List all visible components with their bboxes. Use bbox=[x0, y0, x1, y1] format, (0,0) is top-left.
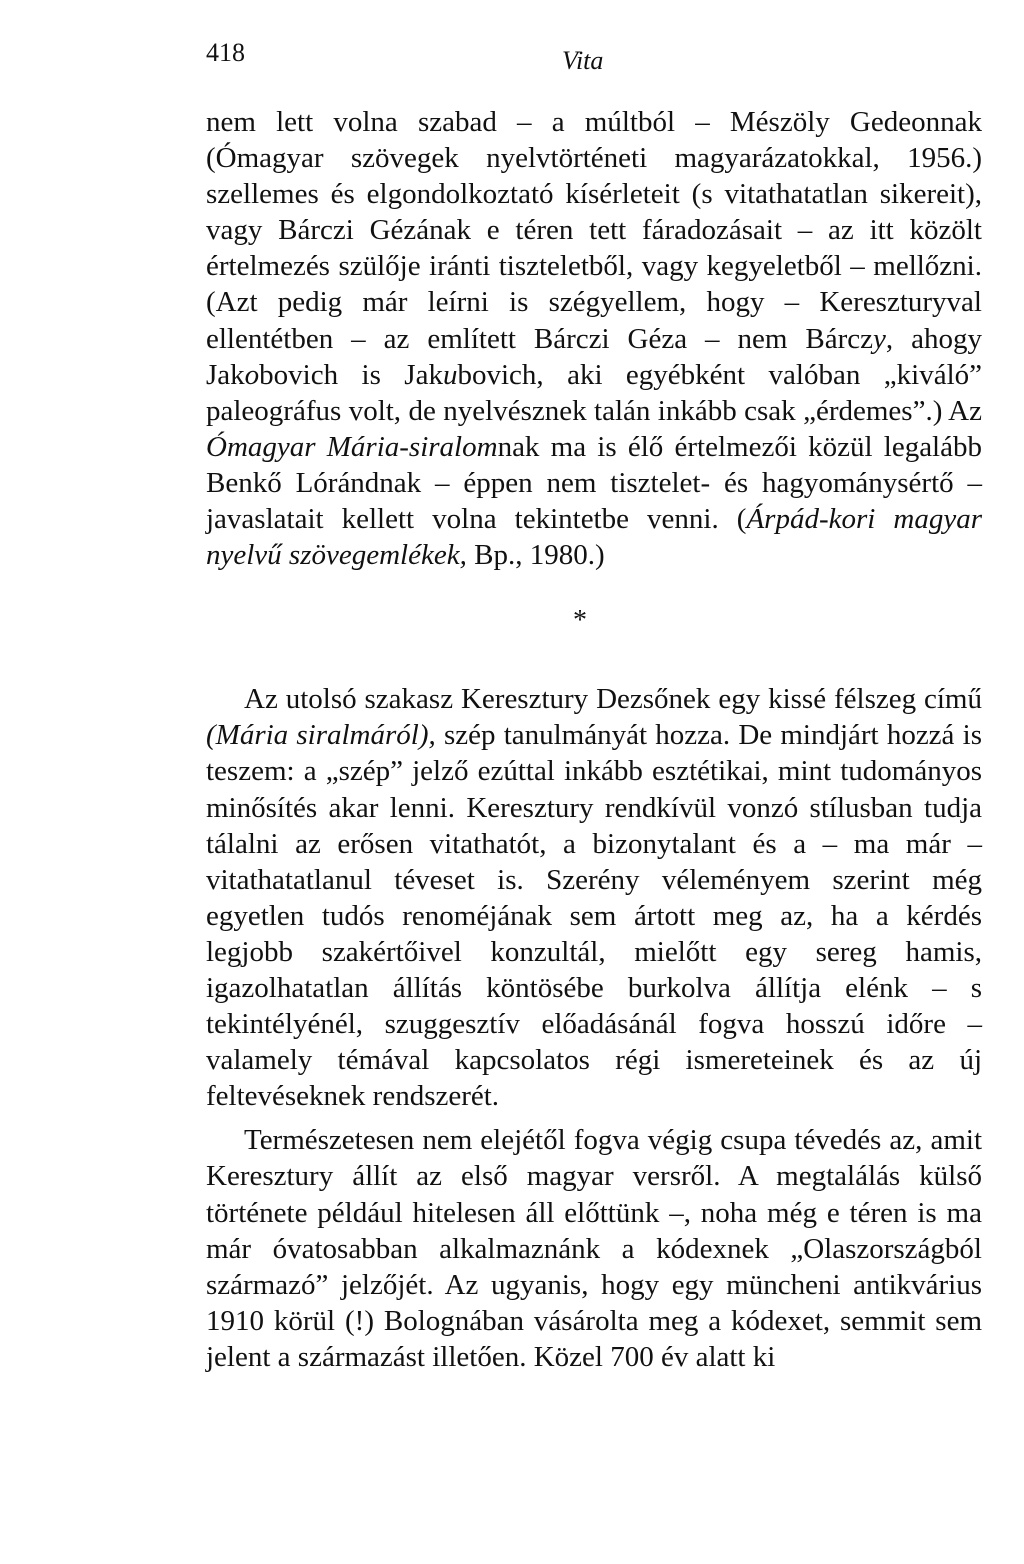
text-run: Az utolsó szakasz Keresztury Dezsőnek egy kissé félszeg című bbox=[244, 683, 982, 716]
body-text bbox=[206, 104, 982, 1375]
page-header bbox=[206, 38, 982, 78]
italic-letter: u bbox=[442, 358, 458, 391]
text-run: bovich is Jak bbox=[259, 358, 443, 391]
text-run: bovich, aki egyébként valóban „kiváló” paleográfus volt, de nyelvésznek talán inkább csak „érdemes”.) Az bbox=[206, 358, 982, 427]
paragraph-continued bbox=[206, 104, 982, 573]
work-title: Ómagyar Mária-siralom bbox=[206, 430, 498, 463]
text-run: , ahogy Jak bbox=[206, 322, 982, 391]
text-run: nem lett volna szabad – a múltból – Mészöly Gedeonnak (Ómagyar szövegek nyelvtörténeti magyarázatokkal, 1956.) szellemes és elgondolkoztató kísérleteit (s vitathatatlan sikereit), vagy Bárczi Gézának e téren tett fáradozásait – az itt közölt értelmezés szülője iránti tiszteletből, vagy kegyeletből – mellőzni. (Azt pedig már leírni is szégyellem, hogy – Kereszturyval ellentétben – az említett Bárczi Géza – nem Bárcz bbox=[206, 106, 982, 355]
section-separator bbox=[206, 573, 982, 681]
text-run: nak ma is élő értelmezői közül legalább Benkő Lórándnak – éppen nem tisztelet- és hagyománysértő – javaslatait kellett volna tekintetbe venni. ( bbox=[206, 430, 982, 536]
paragraph bbox=[206, 1122, 982, 1375]
asterisk-separator: * bbox=[573, 605, 587, 637]
text-run: Természetesen nem elejétől fogva végig csupa tévedés az, amit Keresztury állít az első magyar versről. A megtalálás külső története például hitelesen áll előttünk –, noha még e téren is ma már óvatosabban alkalmaznánk a kódexnek „Olaszországból származó” jelzőjét. Az ugyanis, hogy egy müncheni antikvárius 1910 körül (!) Bolognában vásárolta meg a kódexet, semmit sem jelent a származást illetően. Közel 700 év alatt ki bbox=[206, 1124, 982, 1373]
paragraph bbox=[206, 681, 982, 1114]
text-run: Bp., 1980.) bbox=[466, 539, 605, 572]
italic-letter: o bbox=[244, 358, 260, 391]
cited-work-title: Árpád-kori magyar nyelvű szövegemlékek, bbox=[206, 503, 982, 572]
text-run: szép tanulmányát hozza. De mindjárt hozzá is teszem: a „szép” jelző ezúttal inkább esztétikai, mint tudományos minősítés akar lenni. Keresztury rendkívül vonzó stílusban tudja tálalni az erősen vitathatót, a bizonytalant és a – ma már – vitathatatlanul téveset is. Szerény véleményem szerint még egyetlen tudós renoméjának sem ártott meg az, ha a kérdés legjobb szakértőivel konzultál, mielőtt egy sereg hamis, igazolhatatlan állítás köntösébe burkolva állítja elénk – s tekintélyénél, szuggesztív előadásánál fogva hosszú időre – valamely témával kapcsolatos régi ismereteinek és az új feltevéseknek rendszerét. bbox=[206, 719, 982, 1113]
italic-letter: y bbox=[873, 322, 886, 355]
running-head: Vita bbox=[562, 46, 604, 75]
work-title: (Mária siralmáról), bbox=[206, 719, 436, 752]
page-number: 418 bbox=[206, 38, 245, 67]
